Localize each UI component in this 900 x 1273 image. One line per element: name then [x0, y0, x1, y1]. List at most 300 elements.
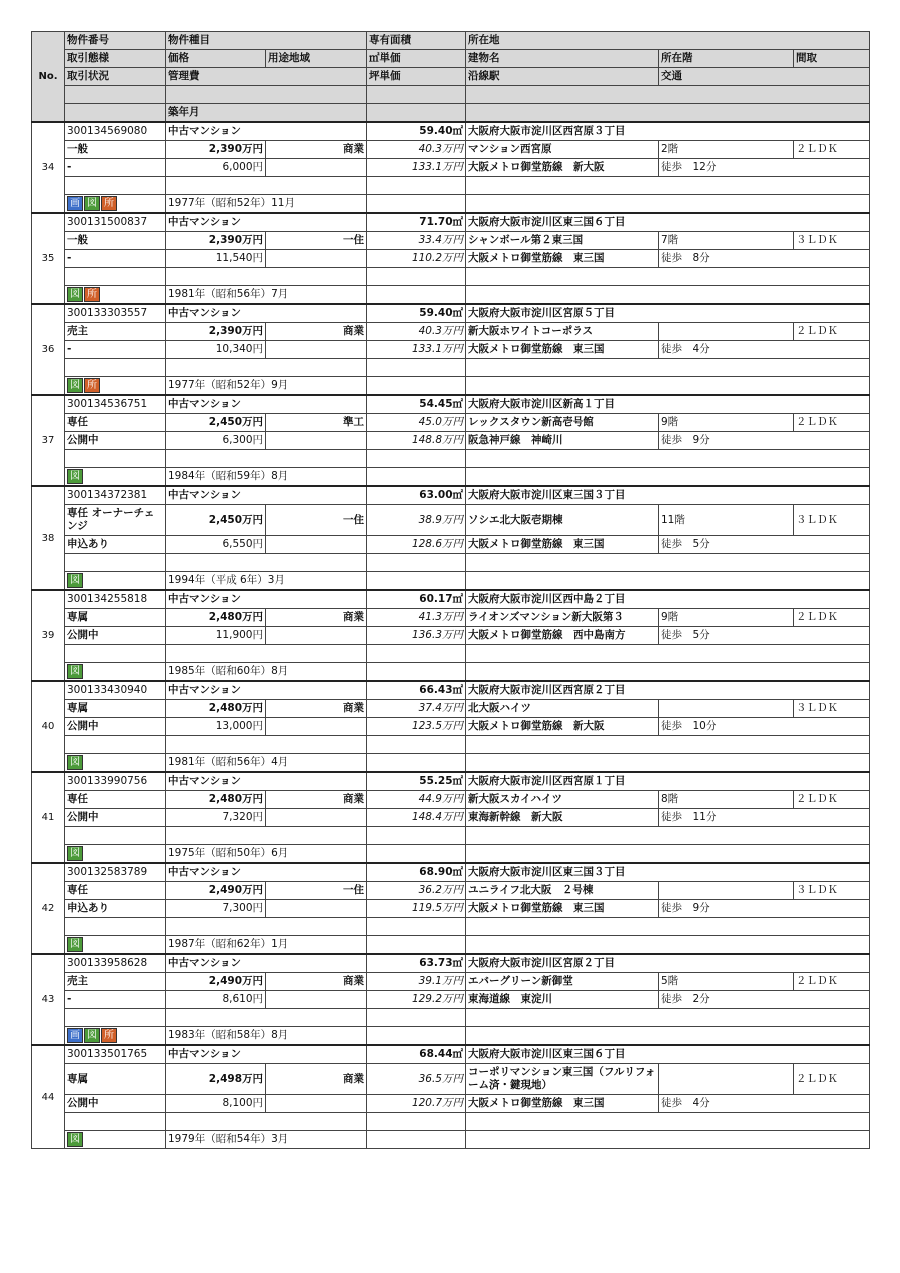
- blank-cell: [367, 286, 466, 305]
- address-value: 大阪府大阪市淀川区宮原２丁目: [466, 954, 870, 973]
- management-fee-value: 11,540円: [166, 250, 266, 268]
- access-value: 徒歩 12分: [659, 159, 870, 177]
- floorplan-tag-icon[interactable]: 図: [67, 573, 83, 588]
- building-name: 北大阪ハイツ: [466, 700, 659, 718]
- floor-value: 9階: [659, 414, 794, 432]
- listing-row-main: [32, 863, 870, 882]
- blank-cell: [367, 645, 466, 663]
- document-tags: [65, 1027, 166, 1046]
- listing-row-built: [32, 468, 870, 487]
- blank-cell: [65, 645, 166, 663]
- price-value: 2,390万円: [166, 141, 266, 159]
- blank-cell: [367, 827, 466, 845]
- blank-cell: [367, 1131, 466, 1149]
- building-name: ユニライフ北大阪 ２号棟: [466, 882, 659, 900]
- listing-row-main: [32, 1045, 870, 1064]
- built-date: 1975年（昭和50年）6月: [166, 845, 367, 864]
- blank-cell: [367, 754, 466, 773]
- blank-cell: [466, 936, 870, 955]
- tsubo-price-value: 123.5万円: [367, 718, 466, 736]
- blank-cell: [466, 450, 870, 468]
- listing-row-price: [32, 141, 870, 159]
- listing-number: 43: [32, 954, 65, 1045]
- zoning-value: 商業: [266, 323, 367, 341]
- price-value: 2,450万円: [166, 505, 266, 536]
- listing-row-built: [32, 572, 870, 591]
- management-fee-value: 6,300円: [166, 432, 266, 450]
- layout-value: ２ＬＤＫ: [794, 323, 870, 341]
- railway-station: 大阪メトロ御堂筋線 新大阪: [466, 718, 659, 736]
- zoning-value: 商業: [266, 700, 367, 718]
- area-value: 55.25㎡: [367, 772, 466, 791]
- listing-row-built: [32, 377, 870, 396]
- header-building: 建物名: [466, 50, 659, 68]
- header-blank: [466, 86, 870, 104]
- listing-row-fees: [32, 250, 870, 268]
- built-date: 1977年（昭和52年）9月: [166, 377, 367, 396]
- management-fee-value: 10,340円: [166, 341, 266, 359]
- m2-price-value: 36.5万円: [367, 1064, 466, 1095]
- access-value: 徒歩 9分: [659, 432, 870, 450]
- blank-cell: [266, 991, 367, 1009]
- header-no: No.: [32, 32, 65, 123]
- blank-cell: [466, 918, 870, 936]
- blank-cell: [65, 1113, 166, 1131]
- header-railway-station: 沿線駅: [466, 68, 659, 86]
- zoning-value: 一住: [266, 505, 367, 536]
- document-tags: [65, 1131, 166, 1149]
- transaction-mode: 専属: [65, 609, 166, 627]
- m2-price-value: 40.3万円: [367, 323, 466, 341]
- area-value: 68.90㎡: [367, 863, 466, 882]
- blank-cell: [367, 736, 466, 754]
- listing-number: 42: [32, 863, 65, 954]
- document-tags: [65, 754, 166, 773]
- header-m2-price: ㎡単価: [367, 50, 466, 68]
- header-built-date: 築年月: [166, 104, 367, 123]
- status-value: 公開中: [65, 627, 166, 645]
- listing-row-blank: [32, 359, 870, 377]
- floor-value: 8階: [659, 791, 794, 809]
- price-value: 2,390万円: [166, 323, 266, 341]
- header-tsubo-price: 坪単価: [367, 68, 466, 86]
- header-area: 専有面積: [367, 32, 466, 50]
- price-value: 2,480万円: [166, 609, 266, 627]
- listing-row-fees: [32, 536, 870, 554]
- property-id: 300133430940: [65, 681, 166, 700]
- blank-cell: [466, 177, 870, 195]
- blank-cell: [367, 450, 466, 468]
- address-value: 大阪府大阪市淀川区西宮原３丁目: [466, 122, 870, 141]
- transaction-mode: 売主: [65, 323, 166, 341]
- property-type: 中古マンション: [166, 122, 367, 141]
- address-value: 大阪府大阪市淀川区東三国３丁目: [466, 863, 870, 882]
- access-value: 徒歩 4分: [659, 341, 870, 359]
- listing-row-fees: [32, 900, 870, 918]
- status-value: 申込あり: [65, 536, 166, 554]
- header-address: 所在地: [466, 32, 870, 50]
- table-header: [32, 32, 870, 123]
- status-value: -: [65, 250, 166, 268]
- address-value: 大阪府大阪市淀川区西宮原１丁目: [466, 772, 870, 791]
- property-id: 300134569080: [65, 122, 166, 141]
- listing-row-main: [32, 304, 870, 323]
- blank-cell: [466, 1113, 870, 1131]
- zoning-value: 商業: [266, 141, 367, 159]
- header-blank: [367, 104, 466, 123]
- blank-cell: [466, 554, 870, 572]
- listing-row-price: [32, 609, 870, 627]
- floorplan-tag-icon[interactable]: 図: [67, 937, 83, 952]
- blank-cell: [166, 359, 367, 377]
- building-name: ソシエ北大阪壱期棟: [466, 505, 659, 536]
- m2-price-value: 36.2万円: [367, 882, 466, 900]
- listing-row-built: [32, 845, 870, 864]
- property-type: 中古マンション: [166, 304, 367, 323]
- access-value: 徒歩 11分: [659, 809, 870, 827]
- transaction-mode: 専任: [65, 414, 166, 432]
- area-value: 66.43㎡: [367, 681, 466, 700]
- blank-cell: [65, 268, 166, 286]
- floorplan-tag-icon[interactable]: 図: [67, 469, 83, 484]
- document-tags: [65, 195, 166, 214]
- layout-value: ２ＬＤＫ: [794, 791, 870, 809]
- transaction-mode: 専任 オーナーチェンジ: [65, 505, 166, 536]
- built-date: 1983年（昭和58年）8月: [166, 1027, 367, 1046]
- floor-value: 2階: [659, 141, 794, 159]
- header-property-id: 物件番号: [65, 32, 166, 50]
- blank-cell: [166, 645, 367, 663]
- header-property-type: 物件種目: [166, 32, 367, 50]
- management-fee-value: 7,300円: [166, 900, 266, 918]
- layout-value: ３ＬＤＫ: [794, 505, 870, 536]
- listing-row-price: [32, 323, 870, 341]
- location-tag-icon[interactable]: 所: [101, 196, 117, 211]
- blank-cell: [266, 536, 367, 554]
- access-value: 徒歩 2分: [659, 991, 870, 1009]
- blank-cell: [367, 663, 466, 682]
- listing-number: 40: [32, 681, 65, 772]
- status-value: -: [65, 991, 166, 1009]
- listing-row-built: [32, 1027, 870, 1046]
- listing-number: 41: [32, 772, 65, 863]
- listing-body: [32, 122, 870, 1149]
- listing-row-built: [32, 286, 870, 305]
- layout-value: ３ＬＤＫ: [794, 232, 870, 250]
- blank-cell: [166, 918, 367, 936]
- tsubo-price-value: 136.3万円: [367, 627, 466, 645]
- listing-row-fees: [32, 341, 870, 359]
- listing-row-built: [32, 663, 870, 682]
- property-id: 300134536751: [65, 395, 166, 414]
- layout-value: ２ＬＤＫ: [794, 1064, 870, 1095]
- m2-price-value: 45.0万円: [367, 414, 466, 432]
- image-tag-icon[interactable]: 画: [67, 1028, 83, 1043]
- status-value: 申込あり: [65, 900, 166, 918]
- blank-cell: [166, 1113, 367, 1131]
- header-access: 交通: [659, 68, 870, 86]
- floorplan-tag-icon[interactable]: 図: [84, 196, 100, 211]
- railway-station: 大阪メトロ御堂筋線 西中島南方: [466, 627, 659, 645]
- blank-cell: [466, 359, 870, 377]
- railway-station: 東海新幹線 新大阪: [466, 809, 659, 827]
- built-date: 1979年（昭和54年）3月: [166, 1131, 367, 1149]
- property-type: 中古マンション: [166, 772, 367, 791]
- zoning-value: 商業: [266, 1064, 367, 1095]
- status-value: 公開中: [65, 432, 166, 450]
- layout-value: ２ＬＤＫ: [794, 609, 870, 627]
- blank-cell: [266, 627, 367, 645]
- listing-row-blank: [32, 268, 870, 286]
- document-tags: [65, 845, 166, 864]
- header-blank: [65, 86, 166, 104]
- location-tag-icon[interactable]: 所: [84, 378, 100, 393]
- listing-number: 38: [32, 486, 65, 590]
- building-name: コーポリマンション東三国（フルリフォーム済・鍵現地）: [466, 1064, 659, 1095]
- header-blank: [367, 86, 466, 104]
- property-id: 300133990756: [65, 772, 166, 791]
- blank-cell: [466, 827, 870, 845]
- listing-row-price: [32, 414, 870, 432]
- floorplan-tag-icon[interactable]: 図: [67, 846, 83, 861]
- layout-value: ３ＬＤＫ: [794, 700, 870, 718]
- property-id: 300134255818: [65, 590, 166, 609]
- management-fee-value: 8,100円: [166, 1095, 266, 1113]
- header-price: 価格: [166, 50, 266, 68]
- m2-price-value: 40.3万円: [367, 141, 466, 159]
- listing-row-fees: [32, 159, 870, 177]
- blank-cell: [466, 845, 870, 864]
- property-id: 300134372381: [65, 486, 166, 505]
- management-fee-value: 13,000円: [166, 718, 266, 736]
- property-type: 中古マンション: [166, 954, 367, 973]
- listing-row-main: [32, 772, 870, 791]
- blank-cell: [266, 250, 367, 268]
- header-zoning: 用途地域: [266, 50, 367, 68]
- access-value: 徒歩 4分: [659, 1095, 870, 1113]
- address-value: 大阪府大阪市淀川区西中島２丁目: [466, 590, 870, 609]
- status-value: 公開中: [65, 809, 166, 827]
- access-value: 徒歩 9分: [659, 900, 870, 918]
- header-blank: [466, 104, 870, 123]
- document-tags: [65, 572, 166, 591]
- listing-row-blank: [32, 177, 870, 195]
- blank-cell: [367, 1009, 466, 1027]
- blank-cell: [166, 736, 367, 754]
- transaction-mode: 専属: [65, 700, 166, 718]
- transaction-mode: 専任: [65, 882, 166, 900]
- floor-value: [659, 700, 794, 718]
- listing-row-main: [32, 486, 870, 505]
- blank-cell: [65, 827, 166, 845]
- image-tag-icon[interactable]: 画: [67, 196, 83, 211]
- listing-row-main: [32, 395, 870, 414]
- address-value: 大阪府大阪市淀川区新高１丁目: [466, 395, 870, 414]
- blank-cell: [266, 432, 367, 450]
- building-name: シャンボール第２東三国: [466, 232, 659, 250]
- building-name: 新大阪ホワイトコーポラス: [466, 323, 659, 341]
- listing-row-price: [32, 700, 870, 718]
- floor-value: 9階: [659, 609, 794, 627]
- listing-number: 37: [32, 395, 65, 486]
- management-fee-value: 8,610円: [166, 991, 266, 1009]
- building-name: ライオンズマンション新大阪第３: [466, 609, 659, 627]
- listing-row-blank: [32, 736, 870, 754]
- blank-cell: [466, 645, 870, 663]
- blank-cell: [166, 554, 367, 572]
- floorplan-tag-icon[interactable]: 図: [67, 1132, 83, 1147]
- access-value: 徒歩 5分: [659, 536, 870, 554]
- blank-cell: [65, 177, 166, 195]
- floorplan-tag-icon[interactable]: 図: [67, 755, 83, 770]
- blank-cell: [65, 450, 166, 468]
- blank-cell: [367, 1027, 466, 1046]
- blank-cell: [367, 377, 466, 396]
- header-floor: 所在階: [659, 50, 794, 68]
- m2-price-value: 39.1万円: [367, 973, 466, 991]
- area-value: 54.45㎡: [367, 395, 466, 414]
- listing-number: 44: [32, 1045, 65, 1149]
- property-type: 中古マンション: [166, 486, 367, 505]
- blank-cell: [266, 900, 367, 918]
- area-value: 71.70㎡: [367, 213, 466, 232]
- price-value: 2,490万円: [166, 882, 266, 900]
- railway-station: 大阪メトロ御堂筋線 東三国: [466, 341, 659, 359]
- floor-value: [659, 1064, 794, 1095]
- listing-row-built: [32, 754, 870, 773]
- location-tag-icon[interactable]: 所: [84, 287, 100, 302]
- document-tags: [65, 663, 166, 682]
- zoning-value: 一住: [266, 232, 367, 250]
- floorplan-tag-icon[interactable]: 図: [67, 287, 83, 302]
- transaction-mode: 一般: [65, 141, 166, 159]
- blank-cell: [367, 195, 466, 214]
- listing-row-price: [32, 791, 870, 809]
- blank-cell: [266, 718, 367, 736]
- built-date: 1994年（平成 6年）3月: [166, 572, 367, 591]
- tsubo-price-value: 148.4万円: [367, 809, 466, 827]
- blank-cell: [466, 572, 870, 591]
- listing-row-built: [32, 1131, 870, 1149]
- listing-row-main: [32, 122, 870, 141]
- floorplan-tag-icon[interactable]: 図: [67, 664, 83, 679]
- blank-cell: [65, 554, 166, 572]
- price-value: 2,498万円: [166, 1064, 266, 1095]
- access-value: 徒歩 8分: [659, 250, 870, 268]
- management-fee-value: 7,320円: [166, 809, 266, 827]
- blank-cell: [266, 1095, 367, 1113]
- price-value: 2,450万円: [166, 414, 266, 432]
- building-name: 新大阪スカイハイツ: [466, 791, 659, 809]
- listing-row-blank: [32, 827, 870, 845]
- property-id: 300133303557: [65, 304, 166, 323]
- listing-row-fees: [32, 627, 870, 645]
- railway-station: 大阪メトロ御堂筋線 東三国: [466, 1095, 659, 1113]
- listing-number: 36: [32, 304, 65, 395]
- listing-row-fees: [32, 809, 870, 827]
- property-id: 300133958628: [65, 954, 166, 973]
- listing-row-fees: [32, 1095, 870, 1113]
- blank-cell: [266, 159, 367, 177]
- building-name: レックスタウン新高壱号館: [466, 414, 659, 432]
- blank-cell: [367, 268, 466, 286]
- area-value: 63.73㎡: [367, 954, 466, 973]
- listing-row-main: [32, 590, 870, 609]
- m2-price-value: 38.9万円: [367, 505, 466, 536]
- building-name: エバーグリーン新御堂: [466, 973, 659, 991]
- tsubo-price-value: 119.5万円: [367, 900, 466, 918]
- blank-cell: [466, 268, 870, 286]
- blank-cell: [367, 936, 466, 955]
- floorplan-tag-icon[interactable]: 図: [67, 378, 83, 393]
- access-value: 徒歩 10分: [659, 718, 870, 736]
- blank-cell: [65, 918, 166, 936]
- floorplan-tag-icon[interactable]: 図: [84, 1028, 100, 1043]
- header-status: 取引状況: [65, 68, 166, 86]
- management-fee-value: 11,900円: [166, 627, 266, 645]
- railway-station: 阪急神戸線 神崎川: [466, 432, 659, 450]
- area-value: 59.40㎡: [367, 304, 466, 323]
- property-id: 300133501765: [65, 1045, 166, 1064]
- status-value: 公開中: [65, 718, 166, 736]
- transaction-mode: 売主: [65, 973, 166, 991]
- zoning-value: 商業: [266, 791, 367, 809]
- listing-row-price: [32, 232, 870, 250]
- status-value: -: [65, 341, 166, 359]
- listing-row-fees: [32, 991, 870, 1009]
- zoning-value: 一住: [266, 882, 367, 900]
- document-tags: [65, 468, 166, 487]
- address-value: 大阪府大阪市淀川区東三国３丁目: [466, 486, 870, 505]
- listing-row-price: [32, 882, 870, 900]
- price-value: 2,480万円: [166, 791, 266, 809]
- header-transaction-mode: 取引態様: [65, 50, 166, 68]
- railway-station: 大阪メトロ御堂筋線 東三国: [466, 536, 659, 554]
- listing-row-blank: [32, 450, 870, 468]
- blank-cell: [466, 1027, 870, 1046]
- header-layout: 間取: [794, 50, 870, 68]
- listing-row-main: [32, 954, 870, 973]
- listing-row-blank: [32, 918, 870, 936]
- listing-number: 39: [32, 590, 65, 681]
- document-tags: [65, 936, 166, 955]
- railway-station: 東海道線 東淀川: [466, 991, 659, 1009]
- built-date: 1981年（昭和56年）7月: [166, 286, 367, 305]
- blank-cell: [466, 1009, 870, 1027]
- floor-value: [659, 323, 794, 341]
- tsubo-price-value: 133.1万円: [367, 159, 466, 177]
- listing-row-price: [32, 1064, 870, 1095]
- blank-cell: [367, 1113, 466, 1131]
- property-type: 中古マンション: [166, 863, 367, 882]
- m2-price-value: 41.3万円: [367, 609, 466, 627]
- zoning-value: 準工: [266, 414, 367, 432]
- blank-cell: [367, 468, 466, 487]
- area-value: 68.44㎡: [367, 1045, 466, 1064]
- floor-value: 11階: [659, 505, 794, 536]
- m2-price-value: 37.4万円: [367, 700, 466, 718]
- management-fee-value: 6,550円: [166, 536, 266, 554]
- built-date: 1981年（昭和56年）4月: [166, 754, 367, 773]
- listing-number: 34: [32, 122, 65, 213]
- built-date: 1977年（昭和52年）11月: [166, 195, 367, 214]
- location-tag-icon[interactable]: 所: [101, 1028, 117, 1043]
- area-value: 63.00㎡: [367, 486, 466, 505]
- document-tags: [65, 377, 166, 396]
- blank-cell: [367, 918, 466, 936]
- listing-row-blank: [32, 554, 870, 572]
- area-value: 59.40㎡: [367, 122, 466, 141]
